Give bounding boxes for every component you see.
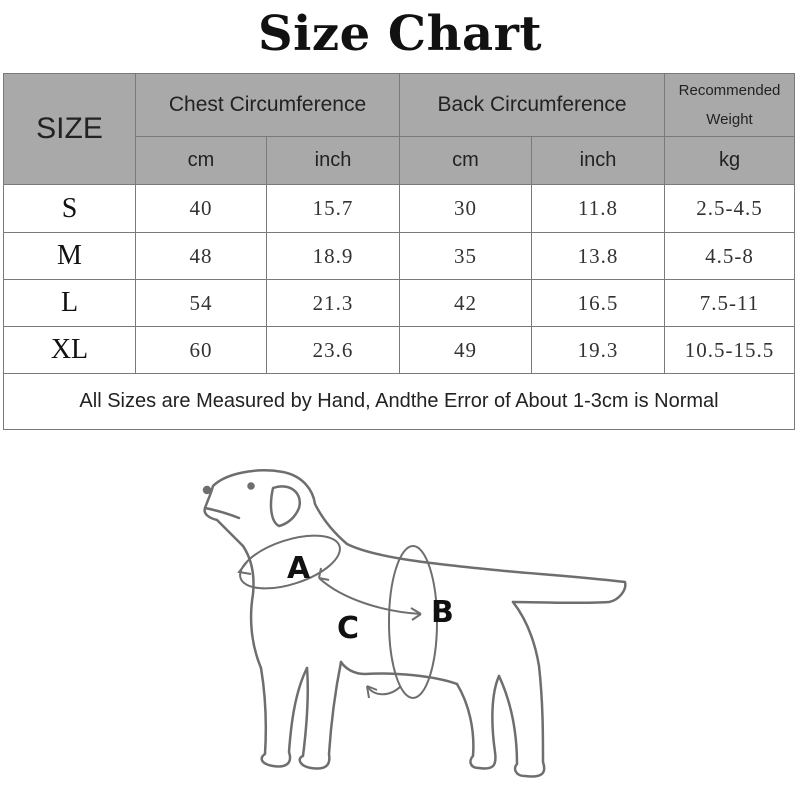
back-inch-cell: 16.5 [532,280,665,327]
unit-header-chest-inch: inch [267,137,400,185]
size-column-header: SIZE [4,74,136,185]
chest-inch-cell: 23.6 [267,327,400,374]
chest-cm-cell: 48 [136,233,267,280]
size-cell: L [4,280,136,327]
measurement-lines [234,525,437,698]
back-circumference-header: Back Circumference [400,74,665,137]
chest-inch-cell: 21.3 [267,280,400,327]
back-cm-cell: 49 [400,327,532,374]
table-row [4,327,795,374]
unit-header-back-inch: inch [532,137,665,185]
size-cell: XL [4,327,136,374]
chest-inch-cell: 18.9 [267,233,400,280]
label-a: A [287,551,311,586]
weight-header-line1: Recommended [678,82,781,99]
chest-cm-cell: 40 [136,185,267,233]
size-table-container [3,73,795,430]
measurement-note: All Sizes are Measured by Hand, Andthe Error of About 1-3cm is Normal [4,374,795,430]
label-c: C [337,611,360,646]
back-cm-cell: 30 [400,185,532,233]
recommended-weight-header [665,74,795,137]
table-row [4,185,795,233]
weight-kg-cell: 4.5-8 [665,233,795,280]
back-cm-cell: 35 [400,233,532,280]
weight-kg-cell: 7.5-11 [665,280,795,327]
chest-circumference-header: Chest Circumference [136,74,400,137]
weight-kg-cell: 10.5-15.5 [665,327,795,374]
dog-measurement-diagram [195,462,635,787]
page-title: Size Chart [257,6,543,62]
back-inch-cell: 19.3 [532,327,665,374]
dog-outline [204,470,625,776]
back-inch-cell: 13.8 [532,233,665,280]
weight-header-line2: Weight [706,111,753,128]
chest-cm-cell: 54 [136,280,267,327]
length-arrow-c [319,578,421,614]
back-cm-cell: 42 [400,280,532,327]
chest-inch-cell: 15.7 [267,185,400,233]
label-b: B [431,595,454,630]
dog-outline-svg [195,462,635,787]
size-cell: M [4,233,136,280]
back-inch-cell: 11.8 [532,185,665,233]
unit-header-chest-cm: cm [136,137,267,185]
header-row-groups [4,74,795,137]
size-cell: S [4,185,136,233]
table-row [4,233,795,280]
table-row [4,280,795,327]
arrow-head-a [239,562,251,574]
weight-kg-cell: 2.5-4.5 [665,185,795,233]
chest-cm-cell: 60 [136,327,267,374]
size-table [3,73,795,430]
unit-header-back-cm: cm [400,137,532,185]
note-row [4,374,795,430]
unit-header-weight-kg: kg [665,137,795,185]
